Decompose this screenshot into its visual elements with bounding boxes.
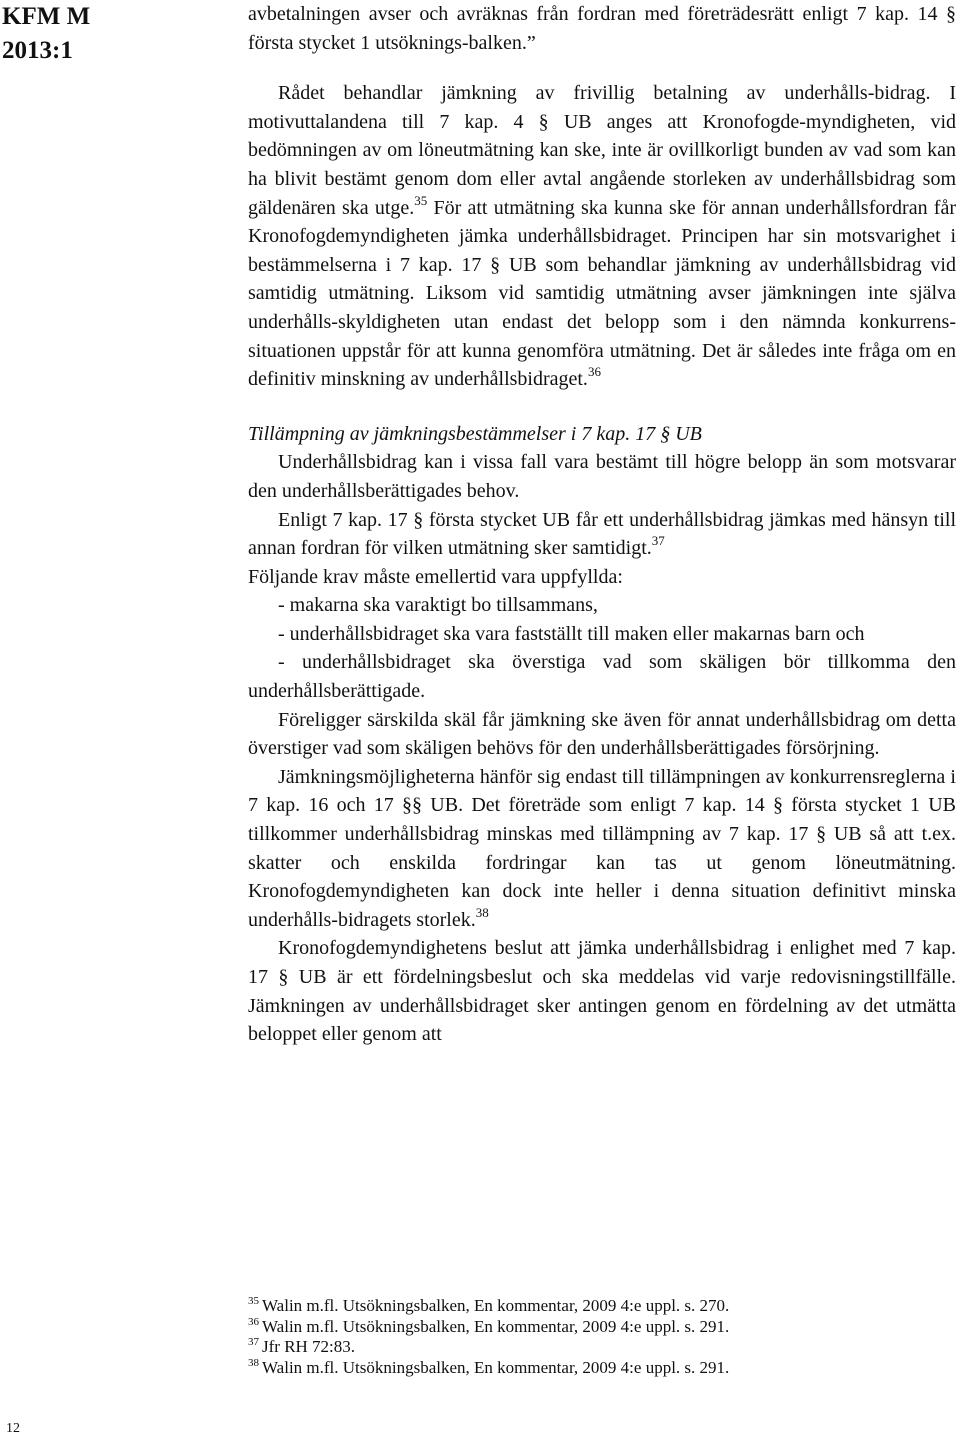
paragraph-radet — [248, 79, 956, 394]
paragraph-text: Jämkningsmöjligheterna hänför sig endast till tillämpningen av konkurrensreglerna i 7 kap. 16 och 17 §§ UB. Det företräde som enligt 7 kap. 14 § första stycket 1 UB tillkommer underhållsbidrag minskas med tillämpning av 7 kap. 17 § UB så att t.ex. skatter och enskilda fordringar kan tas ut genom löneutmätning. Kronofogdemyndigheten kan dock inte heller i denna situation definitivt minska underhålls-bidragets storlek. — [248, 765, 956, 931]
series-number: 2013:1 — [2, 37, 73, 64]
footnote-text: Walin m.fl. Utsökningsbalken, En kommentar, 2009 4:e uppl. s. 291. — [262, 1357, 730, 1377]
footnote-35 — [248, 1296, 956, 1317]
footnote-text: Jfr RH 72:83. — [262, 1337, 356, 1356]
footnote-number: 38 — [248, 1356, 259, 1369]
footnote-ref-37[interactable]: 37 — [651, 533, 665, 549]
list-item: - makarna ska varaktigt bo tillsammans, — [278, 594, 598, 617]
footnote-37 — [248, 1337, 956, 1358]
footnote-number: 36 — [248, 1315, 259, 1328]
list-item: - underhållsbidraget ska vara fastställt till maken eller makarnas barn och — [278, 622, 865, 645]
series-name: KFM M — [2, 3, 91, 30]
list-item: - underhållsbidraget ska överstiga vad som skäligen bör tillkomma den underhållsberättigade. — [248, 651, 956, 703]
footnote-38 — [248, 1358, 956, 1379]
footnote-ref-38[interactable]: 38 — [475, 904, 489, 920]
section-heading-title: Tillämpning av jämkningsbestämmelser i 7 kap. — [248, 422, 631, 445]
paragraph-enligt — [248, 506, 956, 563]
footnote-number: 37 — [248, 1336, 259, 1348]
document-series-label — [2, 0, 90, 68]
paragraph-text: För att utmätning ska kunna ske för annan underhållsfordran får Kronofogdemyndigheten jämka underhållsbidraget. Principen har sin motsvarighet i bestämmelserna i 7 kap. 17 § UB som behandlar jämkning av underhållsbidrag vid samtidig utmätning. Liksom vid samtidig utmätning avser jämkningen inte själva underhålls-skyldigheten utan endast det belopp som i den nämnda konkurrens-situationen uppstår för att kunna genomföra utmätning. Det är således inte fråga om en definitiv minskning av underhållsbidraget. — [248, 196, 956, 391]
footnote-ref-35[interactable]: 35 — [414, 192, 428, 208]
paragraph-krav: Följande krav måste emellertid vara uppfyllda: — [248, 565, 623, 588]
section-heading — [248, 420, 956, 449]
footnote-36 — [248, 1317, 956, 1338]
paragraph-underhallsbidrag: Underhållsbidrag kan i vissa fall vara bestämt till högre belopp än som motsvarar den underhållsberättigades behov. — [248, 451, 956, 502]
paragraph-text: Enligt 7 kap. 17 § första stycket UB får ett underhållsbidrag jämkas med hänsyn till annan fordran för vilken utmätning sker samtidigt. — [248, 508, 956, 560]
paragraph-jamkningsmojligheterna — [248, 763, 956, 935]
page-number: 12 — [6, 1421, 20, 1436]
paragraph-continued: avbetalningen avser och avräknas från fordran med företrädesrätt enligt 7 kap. 14 § första stycket 1 utsöknings-balken.” — [248, 3, 956, 54]
footnote-text: Walin m.fl. Utsökningsbalken, En kommentar, 2009 4:e uppl. s. 291. — [262, 1316, 730, 1336]
footnote-ref-36[interactable]: 36 — [587, 364, 601, 380]
paragraph-foreligger: Föreligger särskilda skäl får jämkning ske även för annat underhållsbidrag om detta överstiger vad som skäligen behövs för den underhållsberättigades försörjning. — [248, 708, 956, 760]
section-heading-ref: 17 § UB — [635, 422, 702, 445]
paragraph-text: Rådet behandlar jämkning av frivillig betalning av underhålls-bidrag. I motivuttalandena till 7 kap. 4 § UB anges att Kronofogde-myndigheten, vid bedömningen av om löneutmätning kan ske, inte är ovillkorligt bunden av vad som kan ha blivit bestämt genom dom eller avtal angående storleken av underhållsbidrag som gäldenären ska utge. — [248, 82, 956, 219]
footnote-number: 35 — [248, 1295, 259, 1307]
footnotes — [248, 1296, 956, 1378]
paragraph-beslut: Kronofogdemyndighetens beslut att jämka underhållsbidrag i enlighet med 7 kap. 17 § UB är ett fördelningsbeslut och ska meddelas vid varje redovisningstillfälle. Jämkningen av underhållsbidraget sker antingen genom en fördelning av det utmätta beloppet eller genom att — [248, 937, 956, 1046]
footnote-text: Walin m.fl. Utsökningsbalken, En kommentar, 2009 4:e uppl. s. 270. — [262, 1296, 730, 1315]
main-text — [248, 0, 956, 1049]
